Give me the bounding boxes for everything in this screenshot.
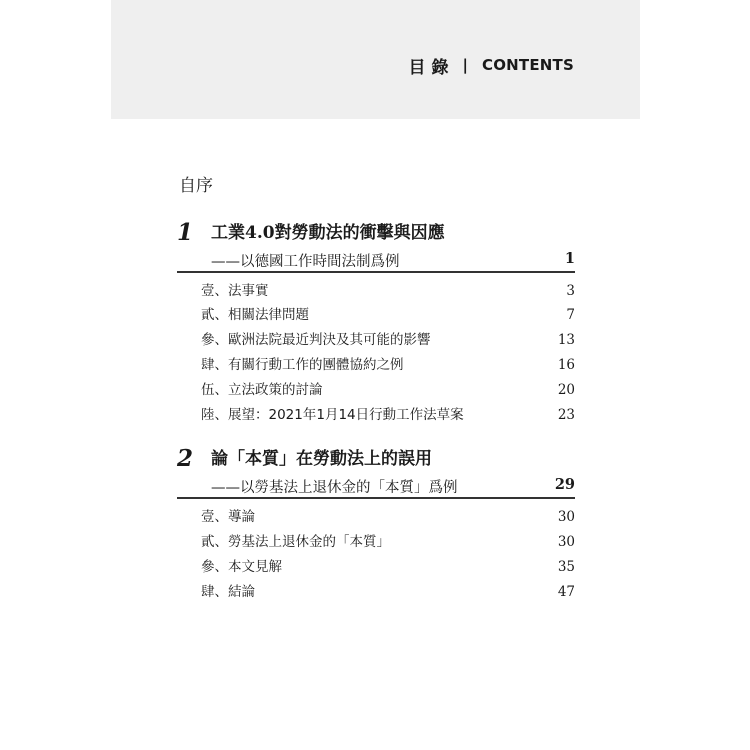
toc-entry[interactable] (201, 532, 575, 552)
entry-page: 3 (566, 283, 575, 299)
entry-page: 7 (566, 307, 575, 323)
toc-entry[interactable] (201, 405, 575, 425)
entry-page: 20 (557, 382, 575, 398)
entry-page: 30 (557, 534, 575, 550)
entry-label: 參、歐洲法院最近判決及其可能的影響 (201, 332, 431, 348)
entry-page: 16 (557, 357, 575, 373)
chapter-title: 工業4.0對勞動法的衝擊與因應 (211, 223, 445, 243)
entry-label: 壹、法事實 (201, 283, 269, 299)
entry-page: 47 (557, 584, 575, 600)
chapter-subtitle: ——以德國工作時間法制爲例 (211, 254, 400, 270)
entry-label: 參、本文見解 (201, 559, 282, 575)
toc-entry[interactable] (201, 557, 575, 577)
entry-label: 壹、導論 (201, 509, 255, 525)
chapter-heading[interactable] (177, 446, 575, 476)
toc-entry[interactable] (201, 507, 575, 527)
entry-label: 肆、結論 (201, 584, 255, 600)
chapter-divider (177, 497, 575, 499)
title-separator: | (462, 56, 469, 74)
header-band (111, 0, 640, 119)
entry-label: 貳、相關法律問題 (201, 307, 309, 323)
page-title (409, 53, 574, 77)
toc-entry[interactable] (201, 281, 575, 301)
entry-page: 23 (557, 407, 575, 423)
chapter-divider (177, 271, 575, 273)
title-english: CONTENTS (482, 56, 574, 74)
chapter-2 (177, 445, 575, 496)
chapter-title: 論「本質」在勞動法上的誤用 (211, 449, 432, 469)
entry-label: 肆、有關行動工作的團體協約之例 (201, 357, 404, 373)
chapter-1 (177, 219, 575, 270)
toc-entry[interactable] (201, 582, 575, 602)
chapter-page-number: 29 (554, 476, 575, 493)
toc-entry[interactable] (201, 330, 575, 350)
toc-entry[interactable] (201, 380, 575, 400)
entry-label: 伍、立法政策的討論 (201, 382, 323, 398)
entry-label: 陸、展望：2021年1月14日行動工作法草案 (201, 407, 464, 423)
toc-entry[interactable] (201, 305, 575, 325)
entry-page: 13 (557, 332, 575, 348)
preface-entry[interactable]: 自序 (179, 176, 213, 196)
chapter-subtitle: ——以勞基法上退休金的「本質」爲例 (211, 480, 458, 496)
entry-page: 35 (557, 559, 575, 575)
entry-page: 30 (557, 509, 575, 525)
chapter-heading[interactable] (177, 220, 575, 250)
entry-label: 貳、勞基法上退休金的「本質」 (201, 534, 390, 550)
chapter-number: 1 (177, 219, 194, 246)
title-chinese: 目錄 (408, 57, 455, 78)
toc-entry[interactable] (201, 355, 575, 375)
chapter-number: 2 (177, 445, 194, 472)
chapter-page-number: 1 (564, 250, 575, 267)
toc-page (111, 0, 640, 750)
